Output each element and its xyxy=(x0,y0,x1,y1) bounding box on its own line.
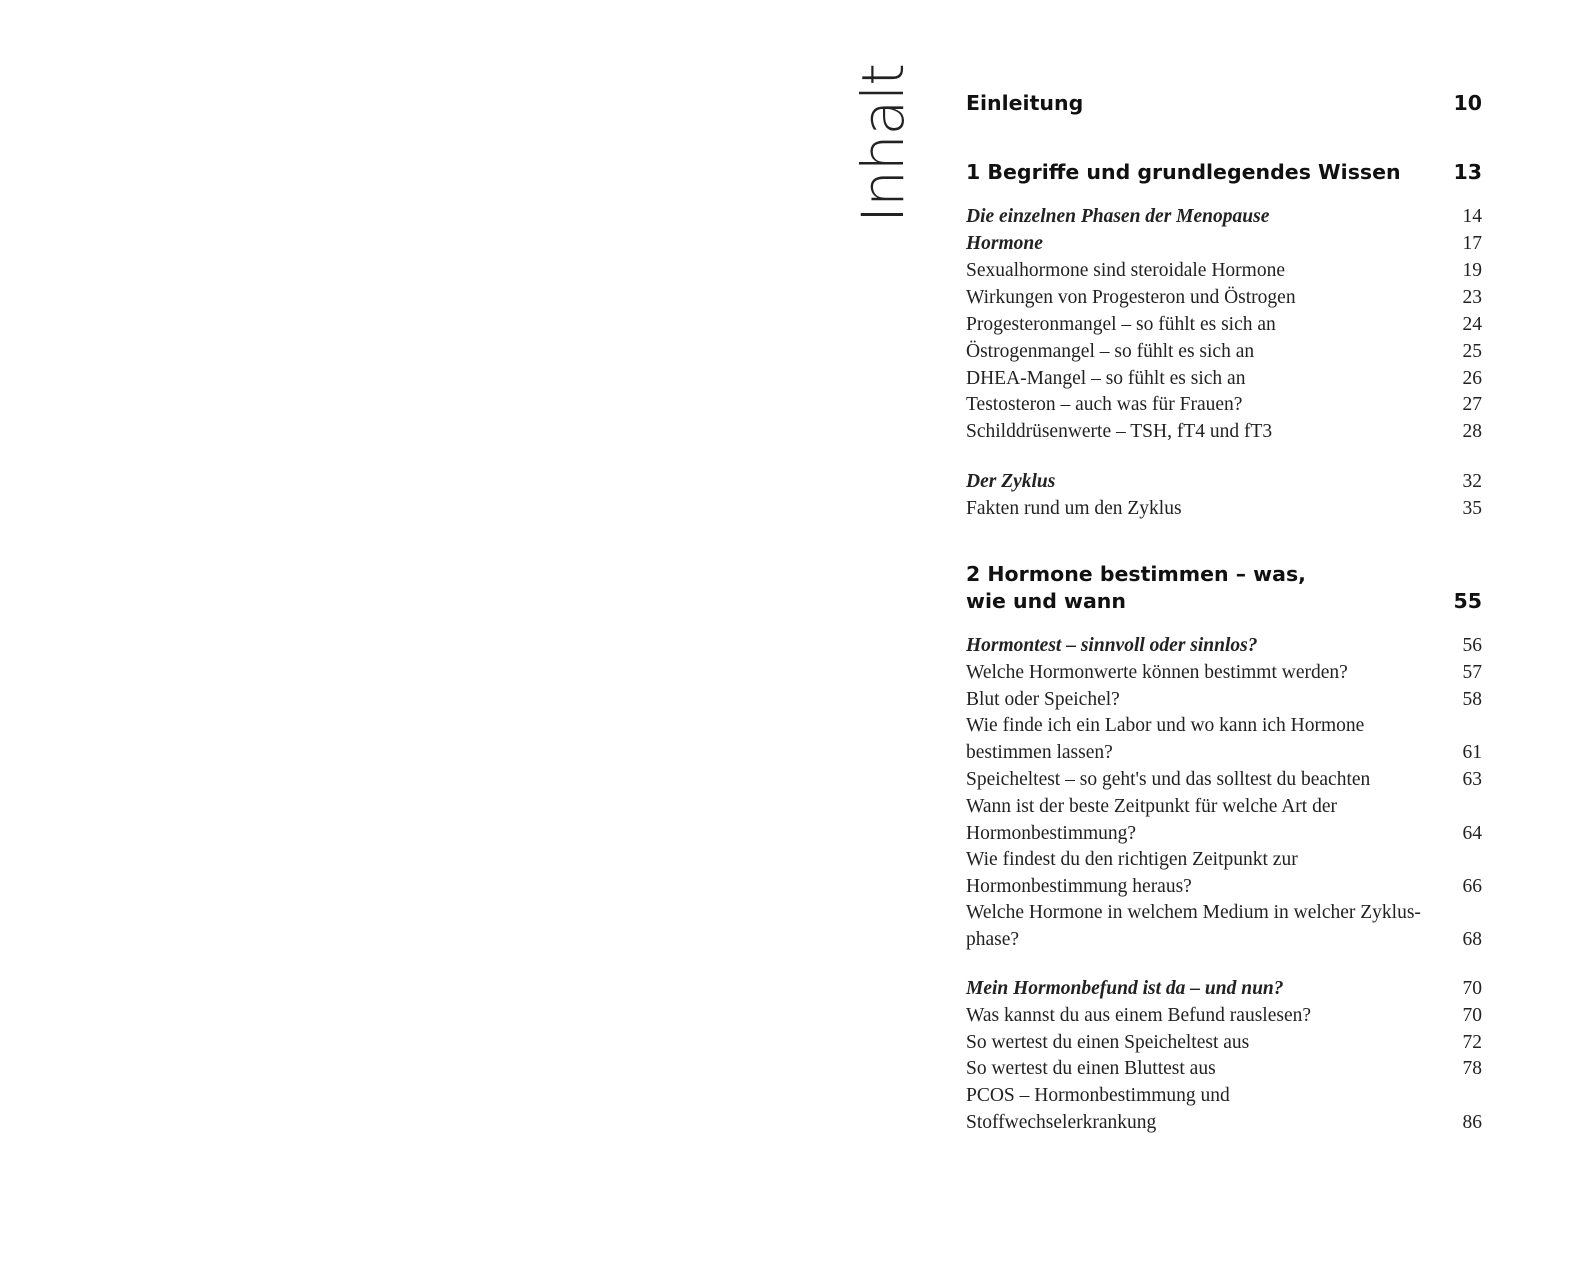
toc-entry[interactable] xyxy=(966,365,1482,392)
toc-entry-title: Welche Hormonwerte können bestimmt werden? xyxy=(966,662,1348,683)
toc-page-number: 78 xyxy=(1462,1058,1482,1079)
toc-entry-title: Schilddrüsenwerte – TSH, fT4 und fT3 xyxy=(966,421,1273,442)
toc-chapter-2[interactable] xyxy=(966,561,1482,615)
toc-page-number: 35 xyxy=(1462,498,1482,519)
toc-entry-title-line2: bestimmen lassen? xyxy=(966,742,1113,763)
toc-entry[interactable] xyxy=(966,1055,1482,1082)
toc-entry[interactable] xyxy=(966,1002,1482,1029)
toc-page-number: 68 xyxy=(1462,929,1482,950)
toc-page-number: 72 xyxy=(1462,1032,1482,1053)
toc-chapter-1[interactable] xyxy=(966,159,1482,186)
toc-page-number: 58 xyxy=(1462,689,1482,710)
toc-entry-title: Sexualhormone sind steroidale Hormone xyxy=(966,260,1285,281)
toc-page-number: 56 xyxy=(1462,635,1482,656)
toc-entry[interactable] xyxy=(966,766,1482,793)
toc-entry-title: So wertest du einen Bluttest aus xyxy=(966,1058,1216,1079)
toc-entry-title: So wertest du einen Speicheltest aus xyxy=(966,1032,1250,1053)
toc-entry[interactable] xyxy=(966,659,1482,686)
toc-page-number: 14 xyxy=(1462,206,1482,227)
toc-entry-title: Wann ist der beste Zeitpunkt für welche Art der xyxy=(966,796,1337,817)
toc-entry-title: Der Zyklus xyxy=(966,471,1056,492)
toc-entry[interactable] xyxy=(966,846,1482,900)
toc-entry[interactable] xyxy=(966,257,1482,284)
toc-page-number: 24 xyxy=(1462,314,1482,335)
toc-entry-title-line2: Hormonbestimmung heraus? xyxy=(966,876,1192,897)
toc-entry[interactable] xyxy=(966,418,1482,445)
toc-entry-title-line2: Hormonbestimmung? xyxy=(966,823,1137,844)
toc-entry[interactable] xyxy=(966,899,1482,953)
toc-entry-title: Progesteronmangel – so fühlt es sich an xyxy=(966,314,1276,335)
toc-entry-title-line2: phase? xyxy=(966,929,1020,950)
toc-entry-title: Hormontest – sinnvoll oder sinnlos? xyxy=(966,635,1258,656)
toc-chapter-einleitung[interactable] xyxy=(966,90,1482,117)
toc-page-number: 19 xyxy=(1462,260,1482,281)
toc-section[interactable] xyxy=(966,230,1482,257)
toc-entry[interactable] xyxy=(966,338,1482,365)
toc-page-number: 70 xyxy=(1462,978,1482,999)
toc-page-number: 28 xyxy=(1462,421,1482,442)
toc-section[interactable] xyxy=(966,468,1482,495)
toc-entry[interactable] xyxy=(966,311,1482,338)
toc-entry-title: 1 Begriffe und grundlegendes Wissen xyxy=(966,160,1401,184)
toc-page-number: 70 xyxy=(1462,1005,1482,1026)
toc-entry[interactable] xyxy=(966,712,1482,766)
toc-page-number: 32 xyxy=(1462,471,1482,492)
toc-entry[interactable] xyxy=(966,284,1482,311)
toc-page-number: 25 xyxy=(1462,341,1482,362)
toc-entry[interactable] xyxy=(966,686,1482,713)
toc-page-number: 27 xyxy=(1462,394,1482,415)
toc-heading-text: Inhalt xyxy=(849,63,917,223)
toc-entry-title: Die einzelnen Phasen der Menopause xyxy=(966,206,1270,227)
toc-entry-title: Testosteron – auch was für Frauen? xyxy=(966,394,1243,415)
toc-entry-title: Hormone xyxy=(966,233,1043,254)
toc-page-number: 17 xyxy=(1462,233,1482,254)
toc-entry-title: Fakten rund um den Zyklus xyxy=(966,498,1182,519)
toc-entry-title: Wirkungen von Progesteron und Östrogen xyxy=(966,287,1296,308)
toc-section[interactable] xyxy=(966,975,1482,1002)
toc-entry-title: 2 Hormone bestimmen – was, xyxy=(966,562,1306,586)
toc-page-number: 86 xyxy=(1462,1112,1482,1133)
toc-entry[interactable] xyxy=(966,1082,1482,1136)
toc-page-number: 10 xyxy=(1453,91,1482,115)
toc-page-number: 13 xyxy=(1453,160,1482,184)
toc-entry-title: Einleitung xyxy=(966,91,1084,115)
toc-entry-title: Welche Hormone in welchem Medium in welcher Zyklus- xyxy=(966,902,1421,923)
toc-entry-title: DHEA-Mangel – so fühlt es sich an xyxy=(966,368,1246,389)
toc-entry[interactable] xyxy=(966,495,1482,522)
toc-page-number: 55 xyxy=(1453,589,1482,613)
toc-entry-title-line2: Stoffwechselerkrankung xyxy=(966,1112,1157,1133)
toc-heading xyxy=(848,63,918,228)
toc-entry[interactable] xyxy=(966,793,1482,847)
toc-entry-title: Wie findest du den richtigen Zeitpunkt zur xyxy=(966,849,1298,870)
toc-page-number: 57 xyxy=(1462,662,1482,683)
toc-entry-title: Wie finde ich ein Labor und wo kann ich Hormone xyxy=(966,715,1365,736)
toc-entry[interactable] xyxy=(966,391,1482,418)
toc-entry-title: Speicheltest – so geht's und das solltest du beachten xyxy=(966,769,1371,790)
toc-section[interactable] xyxy=(966,632,1482,659)
toc-page-number: 63 xyxy=(1462,769,1482,790)
toc-entry-title: PCOS – Hormonbestimmung und xyxy=(966,1085,1230,1106)
toc-section[interactable] xyxy=(966,203,1482,230)
toc-page-number: 66 xyxy=(1462,876,1482,897)
toc-page-number: 26 xyxy=(1462,368,1482,389)
toc-entry-title: Mein Hormonbefund ist da – und nun? xyxy=(966,978,1284,999)
toc-page-number: 64 xyxy=(1462,823,1482,844)
toc-entry-title: Östrogenmangel – so fühlt es sich an xyxy=(966,341,1255,362)
toc-page-number: 61 xyxy=(1462,742,1482,763)
toc-entry[interactable] xyxy=(966,1029,1482,1056)
toc-page-number: 23 xyxy=(1462,287,1482,308)
toc-entry-title: Was kannst du aus einem Befund rauslesen? xyxy=(966,1005,1312,1026)
toc-entry-title-line2: wie und wann xyxy=(966,589,1126,613)
toc-entry-title: Blut oder Speichel? xyxy=(966,689,1120,710)
